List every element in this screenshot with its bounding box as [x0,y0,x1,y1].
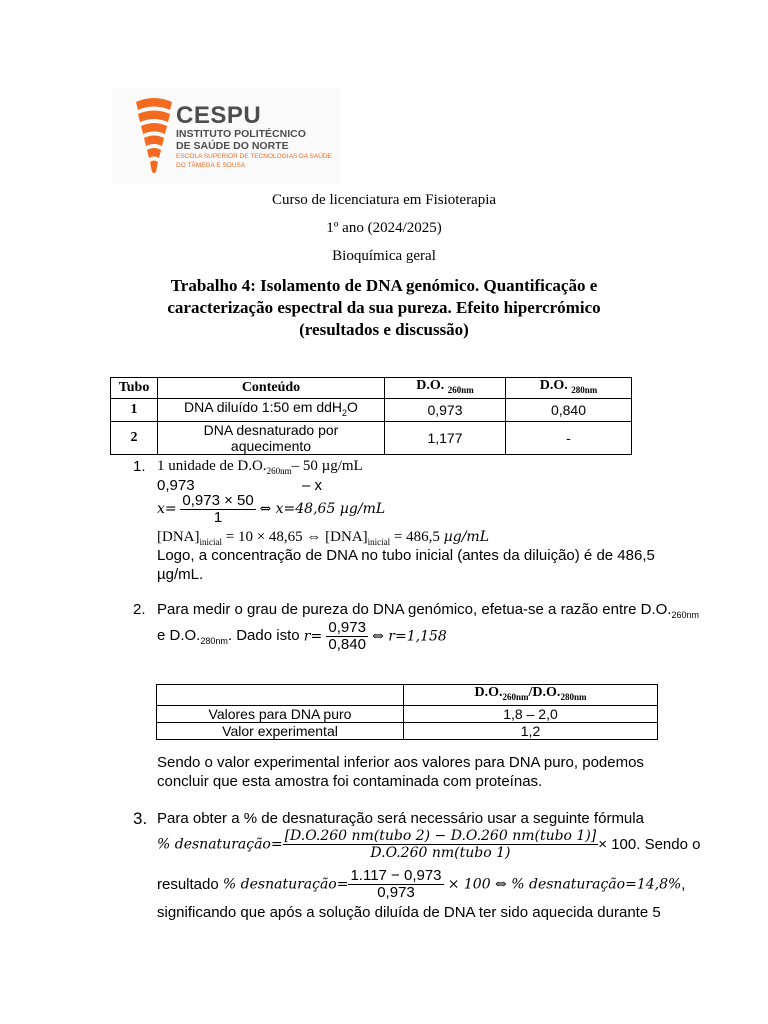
item3-line4: significando que após a solução diluída de DNA ter sido aquecida durante 5 [157,904,661,921]
item2-number: 2. [133,601,146,618]
item2-line2: e $D.O._{280nm}$. Dado isto r= $\frac{0,973}{0,840}$ ⇔ r=1,158 [157,619,447,653]
page-title [0,275,768,341]
cell-tube: 2 [111,421,158,454]
academic-year: 1º ano (2024/2025) [326,220,442,236]
item2-conclusion1: Sendo o valor experimental inferior aos valores para DNA puro, podemos [157,754,644,771]
cell-od260: 0,973 [385,398,506,421]
table-row [157,722,658,739]
logo-name: CESPU [176,102,262,129]
item1-line6: µg/mL. [157,566,204,583]
col-od260: D.O. $_{260nm}$ [385,378,506,399]
item1-line4: $[DNA]_{inicial} = 10 \times 48,65$ ⇔ $[DNA]_{inicial} = 486,5$ µg/mL [157,529,489,547]
item3-formula: % desnaturação= $\frac{\text{[D.O.260 nm(tubo 2) − D.O.260 nm(tubo 1)]}}{\text{D.O.260 nm(tubo 1)}}$ × 100. Sendo o [157,828,701,861]
title-line1: Trabalho 4: Isolamento de DNA genómico. Quantificação e [170,276,598,295]
col-content: Conteúdo [158,378,385,399]
logo-line1: INSTITUTO POLITÉCNICO [176,128,306,140]
results-table [110,377,632,455]
logo-line4: DO TÂMEGA E SOUSA [176,162,246,169]
cell-od280: - [506,421,632,454]
table-header-row [157,685,658,706]
item1-line2a: 0,973 [157,477,195,494]
institution-logo [112,88,340,184]
cell-tube: 1 [111,398,158,421]
table-row [111,398,632,421]
cell-label: Valor experimental [157,722,404,739]
cell-label: Valores para DNA puro [157,705,404,722]
cell-content: DNA desnaturado por aquecimento [158,421,385,454]
item1-line5: Logo, a concentração de DNA no tubo inicial (antes da diluição) é de 486,5 [157,547,655,564]
item1-number: 1. [133,458,146,475]
item3-line1: Para obter a % de desnaturação será necessário usar a seguinte fórmula [157,810,644,827]
item3-number: 3. [133,809,148,828]
purity-table [156,684,658,740]
table-row [157,705,658,722]
cell-od260: 1,177 [385,421,506,454]
item3-result: resultado % desnaturação= $\frac{1.117 - 0,973}{0,973}$ × 100 ⇔ % desnaturação=14,8%, [157,867,686,901]
col-tube: Tubo [111,378,158,399]
col-ratio: $D.O._{260nm}/D.O._{280nm}$ [404,685,658,706]
logo-line3: ESCOLA SUPERIOR DE TECNOLOGIAS DA SAÚDE [176,153,332,160]
title-line2: caracterização espectral da sua pureza. Efeito hipercrómico [167,298,601,317]
title-line3: (resultados e discussão) [299,320,469,339]
table-row [111,421,632,454]
subject-name: Bioquímica geral [332,248,436,264]
col-empty [157,685,404,706]
item2-conclusion2: concluir que esta amostra foi contaminada com proteínas. [157,773,543,790]
table-header-row [111,378,632,399]
cell-od280: 0,840 [506,398,632,421]
item1-line1: 1 unidade de $D.O._{260nm}-$ 50 µg/mL [157,458,363,476]
cell-value: 1,8 – 2,0 [404,705,658,722]
col-od280: D.O. $_{280nm}$ [506,378,632,399]
item1-equation: x= $\frac{0,973 \times 50}{1}$ ⇔ x=48,65 µg/mL [157,492,386,526]
cespu-flame-icon [132,96,176,178]
item1-line2b: – x [302,477,323,494]
cell-value: 1,2 [404,722,658,739]
course-name: Curso de licenciatura em Fisioterapia [271,192,497,208]
cell-content: DNA diluído 1:50 em ddH$_2$O [158,398,385,421]
logo-line2: DE SAÚDE DO NORTE [176,140,289,152]
item2-line1: Para medir o grau de pureza do DNA genómico, efetua-se a razão entre $D.O._{260nm}$ [157,601,699,620]
